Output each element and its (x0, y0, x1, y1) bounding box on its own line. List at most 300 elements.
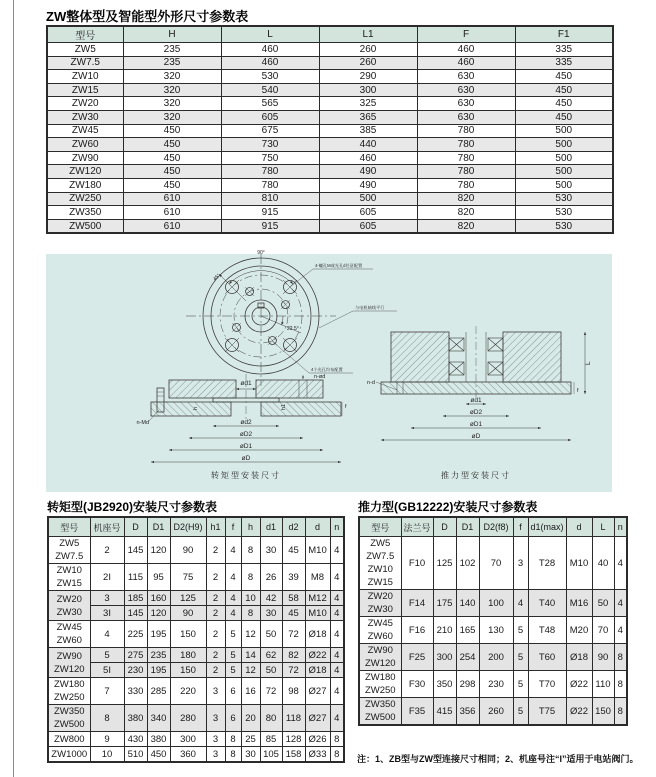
table-cell: 820 (417, 219, 515, 233)
table-cell: 540 (221, 83, 319, 97)
table-cell: F35 (401, 698, 433, 726)
table-cell: ZW90 (47, 151, 123, 165)
model-cell: ZW5 ZW7.5 (48, 537, 90, 564)
table-cell: 4 (225, 591, 241, 606)
page-title: ZW整体型及智能型外形尺寸参数表 (46, 9, 249, 24)
column-header: D1 (456, 517, 479, 537)
column-header: n (614, 517, 627, 537)
column-header: n (330, 517, 344, 537)
technical-drawings-panel (46, 250, 612, 492)
table-cell: 118 (282, 705, 305, 732)
table-cell: 12 (241, 663, 260, 678)
table-cell: ZW60 (47, 138, 123, 152)
model-cell: ZW90 ZW120 (48, 648, 90, 678)
table-cell: 200 (479, 644, 513, 671)
table-cell: 500 (515, 165, 613, 179)
table-cell: 510 (124, 747, 147, 763)
table-cell: T60 (528, 644, 566, 671)
model-cell: ZW800 (48, 732, 90, 747)
table-cell: 490 (319, 178, 417, 192)
table-cell: 630 (417, 110, 515, 124)
table-row (47, 56, 613, 70)
table-cell: 460 (417, 43, 515, 57)
table-cell: 90 (170, 537, 206, 564)
table-row (47, 192, 613, 206)
table-cell: 490 (319, 165, 417, 179)
table-cell: 230 (124, 663, 147, 678)
table-cell: M12 (305, 591, 330, 606)
table-cell: 335 (515, 43, 613, 57)
technical-drawings (46, 250, 612, 492)
table-cell: 4 (330, 648, 344, 663)
table-cell: 4 (614, 590, 627, 617)
table-cell: 2 (206, 564, 225, 591)
table-cell: 450 (123, 124, 221, 138)
column-header: 型号 (47, 26, 123, 43)
table-cell: 780 (417, 165, 515, 179)
table-row (47, 138, 613, 152)
table-cell: 330 (124, 678, 147, 705)
table-cell: Ø26 (305, 732, 330, 747)
column-header: 型号 (359, 517, 401, 537)
table-cell: 4 (330, 705, 344, 732)
table-cell: 356 (456, 698, 479, 726)
dim-D: øD (241, 455, 251, 462)
table-cell: 530 (221, 70, 319, 84)
table-cell: 780 (221, 178, 319, 192)
table-row (359, 617, 627, 644)
table-cell: M10 (305, 537, 330, 564)
table-cell: M20 (566, 617, 592, 644)
table-row (47, 43, 613, 57)
table-cell: ZW15 (47, 83, 123, 97)
table-cell: 4 (330, 621, 344, 648)
dim-h: h (193, 406, 199, 410)
table-cell: M10 (305, 606, 330, 621)
table-cell: 5 (225, 648, 241, 663)
thrust-section-view (367, 326, 592, 480)
table-cell: 2 (206, 591, 225, 606)
dim-D-thrust: øD (471, 433, 481, 440)
table-row (48, 732, 344, 747)
table-cell: 235 (123, 43, 221, 57)
table-cell: 3I (90, 606, 124, 621)
angle-22-5-label: 22.5° (287, 326, 299, 332)
thrust-table-title: 推力型(GB12222)安装尺寸参数表 (358, 500, 538, 514)
table-cell: ZW180 (47, 178, 123, 192)
table-cell: 80 (260, 705, 282, 732)
plain-holes-annotation: 4个光孔均布配置 (311, 367, 343, 372)
table-cell: 70 (479, 537, 513, 590)
table-cell: 180 (170, 648, 206, 663)
table-cell: 2 (206, 663, 225, 678)
table-cell: Ø27 (305, 678, 330, 705)
column-header: D (124, 517, 147, 537)
table-row (47, 165, 613, 179)
table-cell: M8 (305, 564, 330, 591)
table-cell: 120 (147, 606, 170, 621)
table-cell: 195 (147, 621, 170, 648)
table-cell: 8 (241, 606, 260, 621)
table-cell: 5 (90, 648, 124, 663)
table-cell: 380 (147, 732, 170, 747)
table-cell: 10 (241, 591, 260, 606)
table-cell: 3 (206, 732, 225, 747)
table-cell: 450 (123, 178, 221, 192)
table-cell: 145 (124, 606, 147, 621)
table-cell: 5 (513, 671, 528, 698)
table-cell: 8 (330, 732, 344, 747)
table-cell: F30 (401, 671, 433, 698)
table-row (359, 537, 627, 590)
table-cell: ZW250 (47, 192, 123, 206)
column-header: d1(max) (528, 517, 566, 537)
table-cell: F25 (401, 644, 433, 671)
table-header-row (48, 517, 344, 537)
dim-D1: øD1 (239, 443, 253, 450)
table-row (359, 671, 627, 698)
table-cell: 4 (513, 590, 528, 617)
table-cell: 8 (241, 537, 260, 564)
table-row (48, 678, 344, 705)
table-cell: F16 (401, 617, 433, 644)
table-cell: 102 (456, 537, 479, 590)
table-cell: 220 (170, 678, 206, 705)
table-cell: 460 (221, 43, 319, 57)
table-cell: 675 (221, 124, 319, 138)
table-cell: 165 (456, 617, 479, 644)
table-cell: 230 (479, 671, 513, 698)
dim-d1: ød1 (240, 380, 252, 387)
table-cell: 4 (225, 564, 241, 591)
table-cell: 300 (170, 732, 206, 747)
table-cell: ZW5 (47, 43, 123, 57)
table-cell: 450 (515, 83, 613, 97)
angle-90-label: 90° (257, 250, 265, 256)
table-cell: 365 (319, 110, 417, 124)
table-cell: 25 (241, 732, 260, 747)
table-cell: M10 (566, 537, 592, 590)
table-cell: 2 (90, 537, 124, 564)
model-cell: ZW180 ZW250 (359, 671, 401, 698)
table-cell: 110 (592, 671, 614, 698)
table-row (359, 590, 627, 617)
thrust-mounting-table (358, 516, 628, 726)
table-cell: 5 (225, 621, 241, 648)
model-cell: ZW180 ZW250 (48, 678, 90, 705)
table-cell: 350 (433, 671, 456, 698)
table-cell: 8 (241, 564, 260, 591)
table-cell: 225 (124, 621, 147, 648)
table-cell: 460 (319, 151, 417, 165)
page-margin-rule (13, 0, 14, 777)
table-cell: Ø18 (305, 621, 330, 648)
table-cell: 325 (319, 97, 417, 111)
table-cell: 235 (123, 56, 221, 70)
column-header: F1 (515, 26, 613, 43)
table-row (48, 621, 344, 648)
column-header: L (592, 517, 614, 537)
table-cell: ZW10 (47, 70, 123, 84)
table-cell: T28 (528, 537, 566, 590)
torque-mounting-table (47, 516, 345, 763)
table-row (48, 564, 344, 591)
table-row (359, 698, 627, 726)
table-cell: 320 (123, 97, 221, 111)
dim-n-od: n-ød (314, 374, 326, 380)
torque-section-view (136, 374, 347, 480)
table-header-row (359, 517, 627, 537)
table-row (48, 705, 344, 732)
table-cell: ZW30 (47, 110, 123, 124)
table-cell: 150 (592, 698, 614, 726)
column-header: L (221, 26, 319, 43)
table-cell: 4 (614, 617, 627, 644)
model-cell: ZW45 ZW60 (359, 617, 401, 644)
table-cell: 780 (417, 124, 515, 138)
table-cell: 5 (513, 698, 528, 726)
table-cell: 210 (433, 617, 456, 644)
table-cell: 630 (417, 70, 515, 84)
table-cell: 20 (241, 705, 260, 732)
table-cell: 260 (319, 43, 417, 57)
table-cell: 450 (123, 165, 221, 179)
table-cell: 290 (319, 70, 417, 84)
table-cell: 90 (592, 644, 614, 671)
table-cell: 85 (260, 732, 282, 747)
dim-f: f (345, 404, 347, 410)
table-cell: 4 (330, 564, 344, 591)
table-cell: 430 (124, 732, 147, 747)
table-cell: 530 (515, 219, 613, 233)
table-cell: 98 (282, 678, 305, 705)
thrust-view-caption: 推力型安装尺寸 (441, 471, 511, 480)
column-header: 型号 (48, 517, 90, 537)
table-cell: Ø22 (305, 648, 330, 663)
table-cell: 158 (282, 747, 305, 763)
table-cell: 460 (221, 56, 319, 70)
model-cell: ZW350 ZW500 (359, 698, 401, 726)
table-cell: 780 (417, 151, 515, 165)
table-cell: 450 (123, 138, 221, 152)
dim-D2-thrust: øD2 (469, 409, 483, 416)
table-cell: T75 (528, 698, 566, 726)
torque-table-title: 转矩型(JB2920)安装尺寸参数表 (47, 500, 218, 514)
table-row (47, 97, 613, 111)
table-cell: Ø18 (566, 644, 592, 671)
table-cell: 5I (90, 663, 124, 678)
column-header: d (566, 517, 592, 537)
table-cell: 610 (123, 206, 221, 220)
table-cell: 235 (147, 648, 170, 663)
table-row (47, 70, 613, 84)
table-cell: 750 (221, 151, 319, 165)
column-header: D2(f8) (479, 517, 513, 537)
table-cell: 82 (282, 648, 305, 663)
table-row (48, 747, 344, 763)
table-cell: T70 (528, 671, 566, 698)
table-cell: 50 (260, 621, 282, 648)
table-cell: 500 (319, 192, 417, 206)
model-cell: ZW350 ZW500 (48, 705, 90, 732)
table-cell: ZW20 (47, 97, 123, 111)
flange-top-view (186, 250, 397, 386)
table-cell: 30 (260, 537, 282, 564)
table-cell: 58 (282, 591, 305, 606)
column-header: h (241, 517, 260, 537)
table-cell: 39 (282, 564, 305, 591)
column-header: F (417, 26, 515, 43)
table-row (48, 591, 344, 606)
table-cell: 72 (282, 621, 305, 648)
table-cell: ZW120 (47, 165, 123, 179)
table-cell: 26 (260, 564, 282, 591)
column-header: d1 (260, 517, 282, 537)
table-cell: 130 (479, 617, 513, 644)
table-cell: 120 (147, 537, 170, 564)
table-row (48, 537, 344, 564)
table-cell: 72 (282, 663, 305, 678)
column-header: d (305, 517, 330, 537)
table-cell: 285 (147, 678, 170, 705)
table-cell: 72 (260, 678, 282, 705)
table-cell: 185 (124, 591, 147, 606)
table-cell: ZW45 (47, 124, 123, 138)
table-cell: 915 (221, 206, 319, 220)
table-cell: 4 (614, 537, 627, 590)
table-cell: 460 (417, 56, 515, 70)
table-cell: 100 (479, 590, 513, 617)
footnote: 注：1、ZB型与ZW型连接尺寸相同；2、机座号注“I”适用于电站阀门。 (357, 754, 639, 764)
table-cell: 450 (515, 97, 613, 111)
model-cell: ZW90 ZW120 (359, 644, 401, 671)
table-cell: 320 (123, 70, 221, 84)
angle-45-label: 45° (212, 272, 222, 283)
table-cell: 8 (614, 671, 627, 698)
table-cell: 450 (147, 747, 170, 763)
column-header: d2 (282, 517, 305, 537)
table-cell: M16 (566, 590, 592, 617)
table-header-row (47, 26, 613, 43)
table-cell: 105 (260, 747, 282, 763)
table-cell: 8 (225, 747, 241, 763)
table-cell: 440 (319, 138, 417, 152)
table-cell: 4 (330, 663, 344, 678)
table-cell: 150 (170, 621, 206, 648)
table-cell: 8 (614, 644, 627, 671)
table-cell: 2 (206, 648, 225, 663)
table-cell: 300 (433, 644, 456, 671)
table-cell: 45 (282, 606, 305, 621)
table-cell: T48 (528, 617, 566, 644)
table-cell: 335 (515, 56, 613, 70)
table-cell: 4 (330, 537, 344, 564)
table-cell: 115 (124, 564, 147, 591)
column-header: 法兰号 (401, 517, 433, 537)
table-cell: 500 (515, 124, 613, 138)
table-cell: 630 (417, 83, 515, 97)
table-cell: 280 (170, 705, 206, 732)
table-cell: F14 (401, 590, 433, 617)
table-cell: 5 (513, 644, 528, 671)
table-cell: 5 (513, 617, 528, 644)
table-cell: 780 (417, 138, 515, 152)
table-cell: Ø22 (566, 698, 592, 726)
table-cell: 450 (123, 151, 221, 165)
table-cell: T40 (528, 590, 566, 617)
table-cell: 500 (515, 138, 613, 152)
table-cell: 810 (221, 192, 319, 206)
table-cell: 128 (282, 732, 305, 747)
table-cell: 14 (241, 648, 260, 663)
dim-n-md: n-Md (136, 420, 149, 426)
table-cell: 45 (282, 537, 305, 564)
column-header: f (225, 517, 241, 537)
column-header: D1 (147, 517, 170, 537)
table-row (359, 644, 627, 671)
model-cell: ZW20 ZW30 (359, 590, 401, 617)
table-cell: 8 (90, 705, 124, 732)
table-cell: 320 (123, 83, 221, 97)
table-cell: 8 (614, 698, 627, 726)
table-cell: 630 (417, 97, 515, 111)
table-cell: 298 (456, 671, 479, 698)
table-cell: 175 (433, 590, 456, 617)
table-row (47, 178, 613, 192)
column-header: 机座号 (90, 517, 124, 537)
table-cell: 360 (170, 747, 206, 763)
table-cell: 9 (90, 732, 124, 747)
table-cell: 2 (206, 621, 225, 648)
table-cell: 260 (479, 698, 513, 726)
table-cell: 6 (225, 678, 241, 705)
dim-h1: h1 (281, 403, 287, 410)
model-cell: ZW45 ZW60 (48, 621, 90, 648)
table-cell: 195 (147, 663, 170, 678)
table-cell: 150 (170, 663, 206, 678)
table-cell: 605 (221, 110, 319, 124)
model-cell: ZW5 ZW7.5 ZW10 ZW15 (359, 537, 401, 590)
torque-view-caption: 转矩型安装尺寸 (211, 471, 281, 480)
table-cell: 7 (90, 678, 124, 705)
table-row (47, 110, 613, 124)
table-cell: 2I (90, 564, 124, 591)
table-cell: 380 (124, 705, 147, 732)
table-cell: ZW7.5 (47, 56, 123, 70)
table-cell: 4 (225, 537, 241, 564)
table-cell: 125 (433, 537, 456, 590)
table-cell: 50 (592, 590, 614, 617)
column-header: h1 (206, 517, 225, 537)
table-cell: 4 (90, 621, 124, 648)
dim-L: L (585, 361, 592, 365)
table-cell: 145 (124, 537, 147, 564)
table-cell: 40 (592, 537, 614, 590)
table-cell: 450 (515, 110, 613, 124)
table-cell: 820 (417, 192, 515, 206)
bolt-hole-annotation: 4-螺孔M或光孔d任意配置 (315, 263, 363, 268)
table-cell: 30 (241, 747, 260, 763)
table-cell: 820 (417, 206, 515, 220)
table-cell: 4 (330, 606, 344, 621)
table-cell: 610 (123, 192, 221, 206)
table-cell: 415 (433, 698, 456, 726)
table-cell: 565 (221, 97, 319, 111)
dim-d1-thrust: ød1 (470, 397, 482, 404)
table-row (48, 663, 344, 678)
table-cell: 530 (515, 206, 613, 220)
table-cell: 780 (221, 165, 319, 179)
